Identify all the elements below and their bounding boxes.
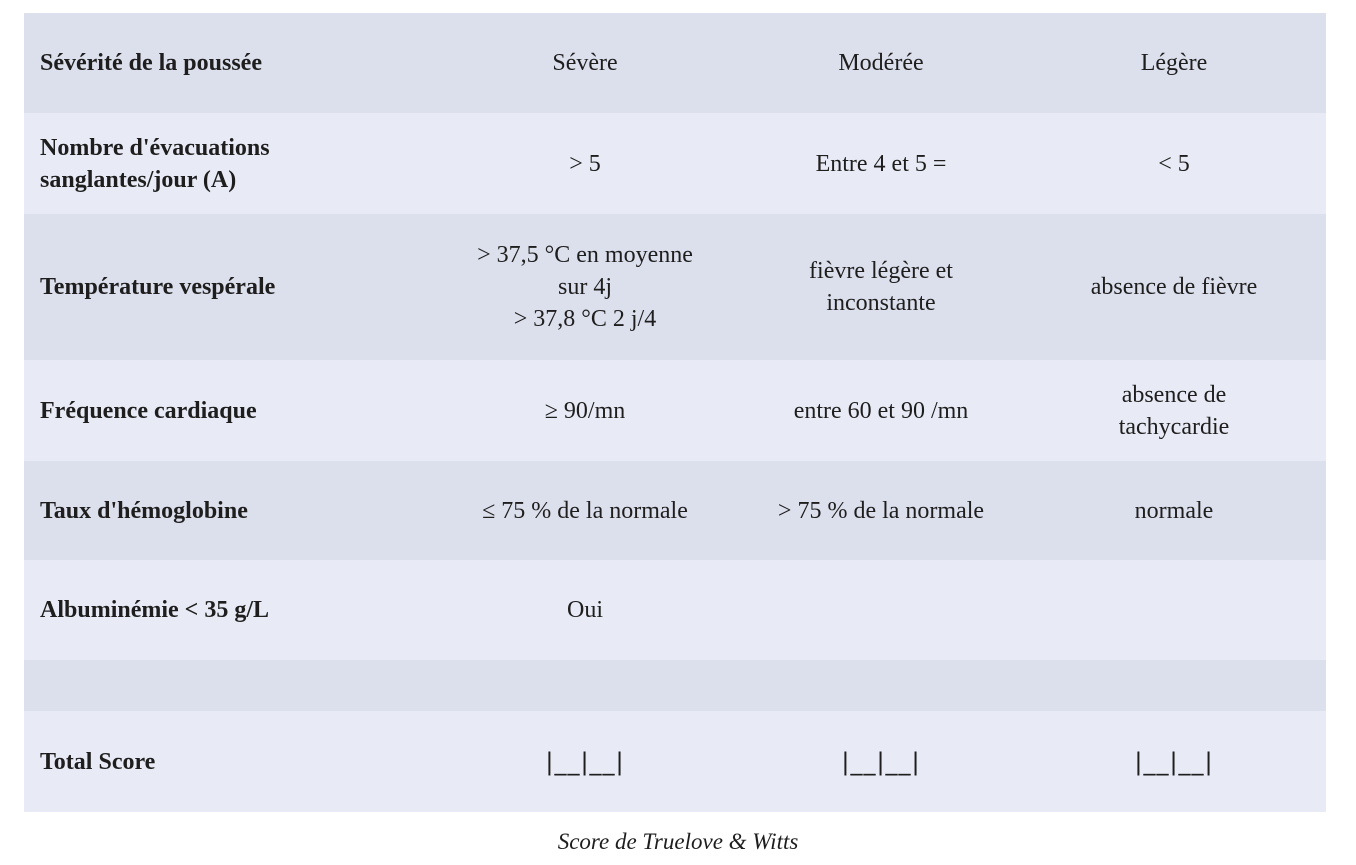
score-field-moderate: |__|__| — [740, 711, 1022, 812]
cell-heart-rate-light: absence de tachycardie — [1022, 360, 1326, 461]
cell-albumin-moderate — [740, 560, 1022, 660]
cell-temperature-severe: > 37,5 °C en moyenne sur 4j > 37,8 °C 2 j/4 — [430, 214, 740, 360]
total-score-row — [24, 711, 1326, 812]
row-label-evacuations: Nombre d'évacuations sanglantes/jour (A) — [24, 113, 430, 214]
truelove-witts-table — [24, 13, 1326, 812]
row-label-total-score: Total Score — [24, 711, 430, 812]
row-label-hemoglobin: Taux d'hémoglobine — [24, 461, 430, 560]
cell-albumin-severe: Oui — [430, 560, 740, 660]
cell-hemoglobin-moderate: > 75 % de la normale — [740, 461, 1022, 560]
row-label-temperature: Température vespérale — [24, 214, 430, 360]
table-row — [24, 560, 1326, 660]
truelove-witts-table-container — [24, 13, 1326, 812]
table-caption: Score de Truelove & Witts — [557, 829, 799, 854]
table-row — [24, 214, 1326, 360]
header-severe: Sévère — [430, 13, 740, 113]
table-row — [24, 360, 1326, 461]
cell-evacuations-moderate: Entre 4 et 5 = — [740, 113, 1022, 214]
cell-heart-rate-severe: ≥ 90/mn — [430, 360, 740, 461]
row-label-empty — [24, 660, 430, 711]
cell-hemoglobin-severe: ≤ 75 % de la normale — [430, 461, 740, 560]
row-label-albumin: Albuminémie < 35 g/L — [24, 560, 430, 660]
cell-temperature-light: absence de fièvre — [1022, 214, 1326, 360]
header-light: Légère — [1022, 13, 1326, 113]
header-row — [24, 13, 1326, 113]
row-label-heart-rate: Fréquence cardiaque — [24, 360, 430, 461]
cell-empty-severe — [430, 660, 740, 711]
cell-evacuations-light: < 5 — [1022, 113, 1326, 214]
cell-empty-light — [1022, 660, 1326, 711]
cell-albumin-light — [1022, 560, 1326, 660]
cell-hemoglobin-light: normale — [1022, 461, 1326, 560]
cell-evacuations-severe: > 5 — [430, 113, 740, 214]
cell-heart-rate-moderate: entre 60 et 90 /mn — [740, 360, 1022, 461]
table-row — [24, 113, 1326, 214]
cell-empty-moderate — [740, 660, 1022, 711]
header-severity-label: Sévérité de la poussée — [24, 13, 430, 113]
score-field-light: |__|__| — [1022, 711, 1326, 812]
cell-temperature-moderate: fièvre légère et inconstante — [740, 214, 1022, 360]
header-moderate: Modérée — [740, 13, 1022, 113]
table-row — [24, 461, 1326, 560]
score-field-severe: |__|__| — [430, 711, 740, 812]
empty-row — [24, 660, 1326, 711]
